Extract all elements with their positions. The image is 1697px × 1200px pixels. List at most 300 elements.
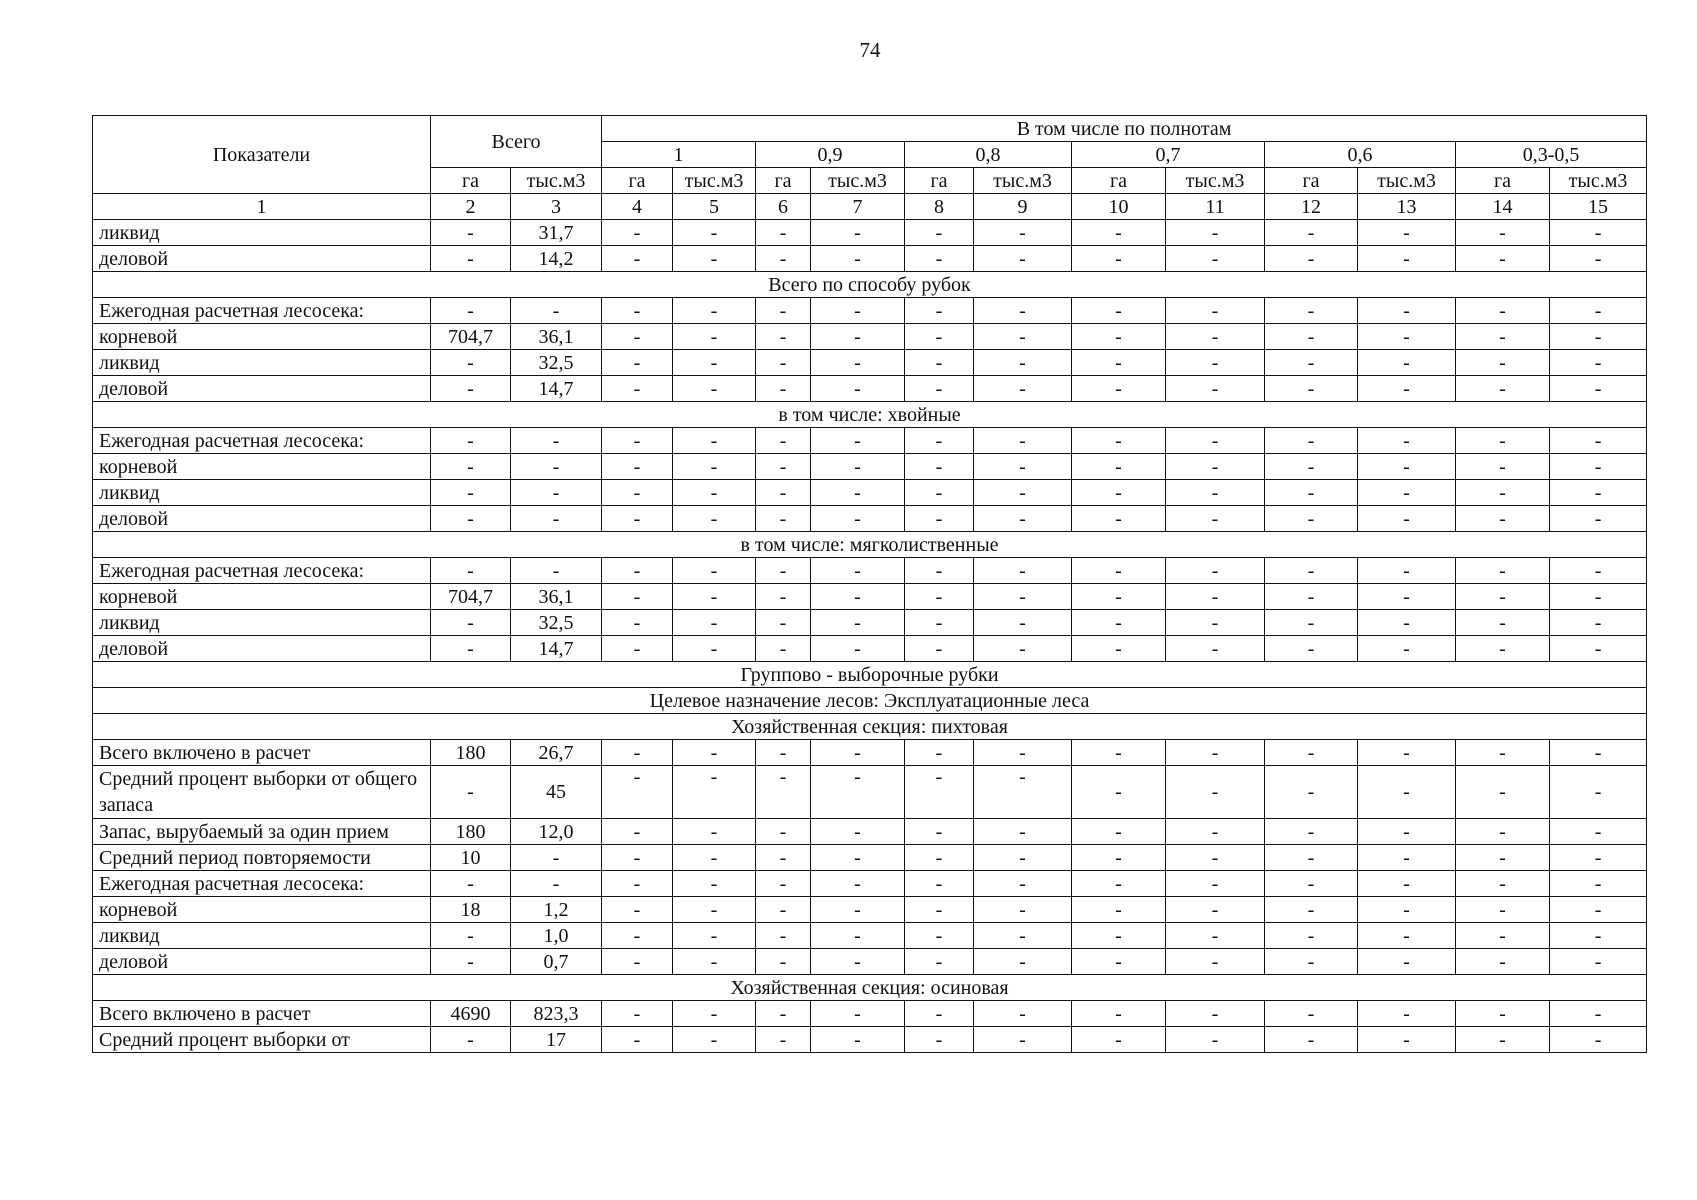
row-label: Средний процент выборки от <box>93 1027 431 1053</box>
total-volume-cell: 14,7 <box>511 376 602 402</box>
density-value-cell: - <box>673 480 756 506</box>
density-value-cell: - <box>811 454 905 480</box>
header-unit: га <box>905 168 974 194</box>
header-unit: га <box>1072 168 1166 194</box>
density-value-cell: - <box>1265 506 1358 532</box>
row-label: деловой <box>93 376 431 402</box>
column-number: 15 <box>1550 194 1647 220</box>
density-value-cell: - <box>673 766 756 819</box>
density-value-cell: - <box>1550 480 1647 506</box>
density-value-cell: - <box>1265 454 1358 480</box>
density-value-cell: - <box>1456 376 1550 402</box>
row-label: ликвид <box>93 923 431 949</box>
density-value-cell: - <box>756 1027 811 1053</box>
total-ha-cell: - <box>431 1027 511 1053</box>
total-ha-cell: - <box>431 871 511 897</box>
density-value-cell: - <box>756 220 811 246</box>
density-value-cell: - <box>1456 949 1550 975</box>
header-unit: тыс.м3 <box>974 168 1072 194</box>
density-value-cell: - <box>1456 1027 1550 1053</box>
density-value-cell: - <box>756 1001 811 1027</box>
density-value-cell: - <box>1265 298 1358 324</box>
density-value-cell: - <box>1166 298 1265 324</box>
density-value-cell: - <box>1550 246 1647 272</box>
density-value-cell: - <box>974 897 1072 923</box>
table-row <box>93 480 1647 506</box>
total-volume-cell: 0,7 <box>511 949 602 975</box>
density-value-cell: - <box>974 480 1072 506</box>
density-value-cell: - <box>1166 1027 1265 1053</box>
row-label: Всего включено в расчет <box>93 1001 431 1027</box>
row-label: корневой <box>93 897 431 923</box>
density-value-cell: - <box>1550 871 1647 897</box>
density-value-cell: - <box>673 376 756 402</box>
density-value-cell: - <box>756 350 811 376</box>
density-value-cell: - <box>1550 1001 1647 1027</box>
density-value-cell: - <box>1072 584 1166 610</box>
section-row <box>93 714 1647 740</box>
density-value-cell: - <box>1358 324 1456 350</box>
total-volume-cell: 1,2 <box>511 897 602 923</box>
total-ha-cell: - <box>431 246 511 272</box>
density-value-cell: - <box>905 298 974 324</box>
total-ha-cell: - <box>431 558 511 584</box>
density-value-cell: - <box>1358 1001 1456 1027</box>
density-value-cell: - <box>905 819 974 845</box>
total-ha-cell: 10 <box>431 845 511 871</box>
density-value-cell: - <box>811 949 905 975</box>
density-value-cell: - <box>1358 871 1456 897</box>
density-value-cell: - <box>811 324 905 350</box>
density-value-cell: - <box>905 1027 974 1053</box>
density-value-cell: - <box>1166 246 1265 272</box>
column-number: 1 <box>93 194 431 220</box>
table-row <box>93 350 1647 376</box>
density-value-cell: - <box>974 350 1072 376</box>
header-unit: тыс.м3 <box>673 168 756 194</box>
density-value-cell: - <box>1265 558 1358 584</box>
density-value-cell: - <box>1550 1027 1647 1053</box>
density-value-cell: - <box>1166 845 1265 871</box>
density-value-cell: - <box>1550 923 1647 949</box>
density-value-cell: - <box>1265 819 1358 845</box>
total-volume-cell: - <box>511 298 602 324</box>
density-value-cell: - <box>811 871 905 897</box>
density-value-cell: - <box>1166 376 1265 402</box>
table-row <box>93 584 1647 610</box>
density-value-cell: - <box>1072 766 1166 819</box>
density-value-cell: - <box>811 766 905 819</box>
header-density: 0,9 <box>756 142 905 168</box>
density-value-cell: - <box>1166 897 1265 923</box>
density-value-cell: - <box>756 246 811 272</box>
density-value-cell: - <box>1072 1001 1166 1027</box>
density-value-cell: - <box>974 558 1072 584</box>
density-value-cell: - <box>1265 428 1358 454</box>
total-volume-cell: 36,1 <box>511 584 602 610</box>
density-value-cell: - <box>1265 949 1358 975</box>
density-value-cell: - <box>1550 350 1647 376</box>
density-value-cell: - <box>811 298 905 324</box>
density-value-cell: - <box>673 454 756 480</box>
density-value-cell: - <box>756 740 811 766</box>
density-value-cell: - <box>1265 324 1358 350</box>
density-value-cell: - <box>1265 740 1358 766</box>
density-value-cell: - <box>1456 897 1550 923</box>
total-ha-cell: - <box>431 454 511 480</box>
density-value-cell: - <box>1166 871 1265 897</box>
density-value-cell: - <box>974 454 1072 480</box>
density-value-cell: - <box>1166 1001 1265 1027</box>
row-label: Ежегодная расчетная лесосека: <box>93 558 431 584</box>
density-value-cell: - <box>905 558 974 584</box>
density-value-cell: - <box>1358 766 1456 819</box>
density-value-cell: - <box>974 845 1072 871</box>
density-value-cell: - <box>811 819 905 845</box>
density-value-cell: - <box>974 1027 1072 1053</box>
table-row <box>93 636 1647 662</box>
header-density: 1 <box>602 142 756 168</box>
density-value-cell: - <box>905 740 974 766</box>
density-value-cell: - <box>602 1027 673 1053</box>
column-number: 12 <box>1265 194 1358 220</box>
density-value-cell: - <box>1166 506 1265 532</box>
density-value-cell: - <box>1265 480 1358 506</box>
total-ha-cell: - <box>431 298 511 324</box>
header-density: 0,3-0,5 <box>1456 142 1647 168</box>
density-value-cell: - <box>1456 740 1550 766</box>
density-value-cell: - <box>1456 454 1550 480</box>
density-value-cell: - <box>1456 845 1550 871</box>
row-label: ликвид <box>93 610 431 636</box>
density-value-cell: - <box>1166 949 1265 975</box>
total-ha-cell: - <box>431 923 511 949</box>
total-ha-cell: 18 <box>431 897 511 923</box>
density-value-cell: - <box>673 428 756 454</box>
section-title: Хозяйственная секция: пихтовая <box>93 714 1647 740</box>
density-value-cell: - <box>1166 454 1265 480</box>
density-value-cell: - <box>1456 766 1550 819</box>
header-unit: тыс.м3 <box>1166 168 1265 194</box>
density-value-cell: - <box>1072 350 1166 376</box>
density-value-cell: - <box>1456 610 1550 636</box>
density-value-cell: - <box>974 220 1072 246</box>
density-value-cell: - <box>1550 506 1647 532</box>
density-value-cell: - <box>756 766 811 819</box>
density-value-cell: - <box>602 376 673 402</box>
total-volume-cell: 14,7 <box>511 636 602 662</box>
density-value-cell: - <box>1550 636 1647 662</box>
column-number: 5 <box>673 194 756 220</box>
density-value-cell: - <box>673 897 756 923</box>
density-value-cell: - <box>1456 871 1550 897</box>
density-value-cell: - <box>673 220 756 246</box>
density-value-cell: - <box>811 897 905 923</box>
density-value-cell: - <box>1072 454 1166 480</box>
total-volume-cell: - <box>511 506 602 532</box>
density-value-cell: - <box>602 636 673 662</box>
density-value-cell: - <box>974 376 1072 402</box>
density-value-cell: - <box>1358 428 1456 454</box>
density-value-cell: - <box>756 480 811 506</box>
density-value-cell: - <box>1265 246 1358 272</box>
density-value-cell: - <box>602 454 673 480</box>
density-value-cell: - <box>811 376 905 402</box>
density-value-cell: - <box>811 480 905 506</box>
row-label: корневой <box>93 324 431 350</box>
density-value-cell: - <box>756 897 811 923</box>
density-value-cell: - <box>756 949 811 975</box>
total-ha-cell: - <box>431 220 511 246</box>
table-body <box>93 220 1647 1053</box>
row-label: Средний процент выборки от общего запаса <box>93 766 431 819</box>
column-number: 3 <box>511 194 602 220</box>
column-number: 7 <box>811 194 905 220</box>
density-value-cell: - <box>673 246 756 272</box>
density-value-cell: - <box>1358 610 1456 636</box>
total-volume-cell: 32,5 <box>511 610 602 636</box>
total-volume-cell: 32,5 <box>511 350 602 376</box>
density-value-cell: - <box>1550 845 1647 871</box>
total-ha-cell: 704,7 <box>431 584 511 610</box>
density-value-cell: - <box>811 220 905 246</box>
density-value-cell: - <box>974 610 1072 636</box>
section-title: в том числе: мягколиственные <box>93 532 1647 558</box>
density-value-cell: - <box>673 506 756 532</box>
column-number: 8 <box>905 194 974 220</box>
density-value-cell: - <box>1072 480 1166 506</box>
header-unit: га <box>1265 168 1358 194</box>
density-value-cell: - <box>974 1001 1072 1027</box>
density-value-cell: - <box>602 480 673 506</box>
density-value-cell: - <box>974 819 1072 845</box>
density-value-cell: - <box>905 506 974 532</box>
row-label: деловой <box>93 506 431 532</box>
density-value-cell: - <box>1072 871 1166 897</box>
density-value-cell: - <box>1358 298 1456 324</box>
density-value-cell: - <box>1358 506 1456 532</box>
density-value-cell: - <box>673 324 756 350</box>
section-row <box>93 688 1647 714</box>
total-volume-cell: - <box>511 428 602 454</box>
density-value-cell: - <box>1265 871 1358 897</box>
total-ha-cell: 180 <box>431 819 511 845</box>
density-value-cell: - <box>756 819 811 845</box>
density-value-cell: - <box>1550 454 1647 480</box>
density-value-cell: - <box>1358 819 1456 845</box>
table-row <box>93 506 1647 532</box>
density-value-cell: - <box>756 298 811 324</box>
density-value-cell: - <box>602 246 673 272</box>
density-value-cell: - <box>974 949 1072 975</box>
column-number: 6 <box>756 194 811 220</box>
row-label: Всего включено в расчет <box>93 740 431 766</box>
density-value-cell: - <box>602 610 673 636</box>
density-value-cell: - <box>1358 949 1456 975</box>
header-total: Всего <box>431 116 602 168</box>
row-label: ликвид <box>93 480 431 506</box>
total-ha-cell: - <box>431 480 511 506</box>
density-value-cell: - <box>1072 1027 1166 1053</box>
density-value-cell: - <box>673 636 756 662</box>
total-ha-cell: 4690 <box>431 1001 511 1027</box>
section-title: Всего по способу рубок <box>93 272 1647 298</box>
density-value-cell: - <box>756 871 811 897</box>
density-value-cell: - <box>1072 376 1166 402</box>
density-value-cell: - <box>1550 376 1647 402</box>
total-ha-cell: - <box>431 766 511 819</box>
density-value-cell: - <box>756 584 811 610</box>
density-value-cell: - <box>673 1027 756 1053</box>
density-value-cell: - <box>905 636 974 662</box>
header-row-col-numbers <box>93 194 1647 220</box>
row-label: деловой <box>93 636 431 662</box>
density-value-cell: - <box>1166 480 1265 506</box>
density-value-cell: - <box>1166 324 1265 350</box>
density-value-cell: - <box>811 636 905 662</box>
column-number: 10 <box>1072 194 1166 220</box>
density-value-cell: - <box>905 376 974 402</box>
table-row <box>93 740 1647 766</box>
density-value-cell: - <box>1166 584 1265 610</box>
density-value-cell: - <box>673 845 756 871</box>
row-label: ликвид <box>93 350 431 376</box>
density-value-cell: - <box>602 766 673 819</box>
table-row <box>93 298 1647 324</box>
density-value-cell: - <box>1166 923 1265 949</box>
total-ha-cell: 704,7 <box>431 324 511 350</box>
density-value-cell: - <box>1456 428 1550 454</box>
density-value-cell: - <box>673 819 756 845</box>
density-value-cell: - <box>905 350 974 376</box>
density-value-cell: - <box>602 1001 673 1027</box>
row-label: Ежегодная расчетная лесосека: <box>93 428 431 454</box>
density-value-cell: - <box>756 610 811 636</box>
density-value-cell: - <box>1265 1001 1358 1027</box>
header-unit: га <box>431 168 511 194</box>
density-value-cell: - <box>1265 766 1358 819</box>
density-value-cell: - <box>602 324 673 350</box>
header-density: 0,8 <box>905 142 1072 168</box>
density-value-cell: - <box>602 584 673 610</box>
density-value-cell: - <box>1358 246 1456 272</box>
table-row <box>93 454 1647 480</box>
density-value-cell: - <box>1456 480 1550 506</box>
density-value-cell: - <box>673 610 756 636</box>
header-unit: тыс.м3 <box>1550 168 1647 194</box>
total-volume-cell: - <box>511 871 602 897</box>
density-value-cell: - <box>1072 324 1166 350</box>
table-row <box>93 558 1647 584</box>
density-value-cell: - <box>602 350 673 376</box>
density-value-cell: - <box>673 298 756 324</box>
density-value-cell: - <box>905 923 974 949</box>
table-row <box>93 871 1647 897</box>
density-value-cell: - <box>602 871 673 897</box>
density-value-cell: - <box>1456 246 1550 272</box>
density-value-cell: - <box>974 636 1072 662</box>
header-unit: га <box>1456 168 1550 194</box>
section-title: Группово - выборочные рубки <box>93 662 1647 688</box>
density-value-cell: - <box>974 246 1072 272</box>
table-header <box>93 116 1647 220</box>
density-value-cell: - <box>673 350 756 376</box>
density-value-cell: - <box>1072 558 1166 584</box>
density-value-cell: - <box>811 1001 905 1027</box>
density-value-cell: - <box>673 740 756 766</box>
table-row <box>93 949 1647 975</box>
density-value-cell: - <box>1456 584 1550 610</box>
density-value-cell: - <box>1358 740 1456 766</box>
column-number: 4 <box>602 194 673 220</box>
density-value-cell: - <box>1166 220 1265 246</box>
density-value-cell: - <box>1550 949 1647 975</box>
density-value-cell: - <box>1265 584 1358 610</box>
density-value-cell: - <box>756 506 811 532</box>
total-volume-cell: 31,7 <box>511 220 602 246</box>
density-value-cell: - <box>1456 636 1550 662</box>
table-row <box>93 845 1647 871</box>
table-row <box>93 819 1647 845</box>
density-value-cell: - <box>1358 350 1456 376</box>
table-row <box>93 923 1647 949</box>
table-row <box>93 376 1647 402</box>
column-number: 11 <box>1166 194 1265 220</box>
total-volume-cell: - <box>511 454 602 480</box>
density-value-cell: - <box>1550 610 1647 636</box>
density-value-cell: - <box>811 845 905 871</box>
density-value-cell: - <box>1358 480 1456 506</box>
total-volume-cell: 26,7 <box>511 740 602 766</box>
row-label: деловой <box>93 246 431 272</box>
density-value-cell: - <box>602 298 673 324</box>
density-value-cell: - <box>1072 610 1166 636</box>
density-value-cell: - <box>1358 584 1456 610</box>
total-ha-cell: - <box>431 949 511 975</box>
density-value-cell: - <box>1265 923 1358 949</box>
density-value-cell: - <box>974 324 1072 350</box>
total-ha-cell: - <box>431 506 511 532</box>
density-value-cell: - <box>756 558 811 584</box>
header-row-1 <box>93 116 1647 142</box>
density-value-cell: - <box>1550 740 1647 766</box>
total-volume-cell: 45 <box>511 766 602 819</box>
density-value-cell: - <box>974 584 1072 610</box>
density-value-cell: - <box>1358 897 1456 923</box>
density-value-cell: - <box>673 558 756 584</box>
density-value-cell: - <box>974 740 1072 766</box>
density-value-cell: - <box>1166 428 1265 454</box>
density-value-cell: - <box>1456 506 1550 532</box>
density-value-cell: - <box>905 766 974 819</box>
density-value-cell: - <box>1358 636 1456 662</box>
density-value-cell: - <box>905 480 974 506</box>
header-unit: тыс.м3 <box>811 168 905 194</box>
density-value-cell: - <box>1456 558 1550 584</box>
density-value-cell: - <box>1072 897 1166 923</box>
table-row <box>93 766 1647 819</box>
density-value-cell: - <box>1166 636 1265 662</box>
header-indicators: Показатели <box>93 116 431 194</box>
density-value-cell: - <box>1550 897 1647 923</box>
density-value-cell: - <box>811 246 905 272</box>
density-value-cell: - <box>811 923 905 949</box>
density-value-cell: - <box>1550 558 1647 584</box>
total-ha-cell: - <box>431 428 511 454</box>
density-value-cell: - <box>673 871 756 897</box>
density-value-cell: - <box>1265 897 1358 923</box>
density-value-cell: - <box>905 897 974 923</box>
